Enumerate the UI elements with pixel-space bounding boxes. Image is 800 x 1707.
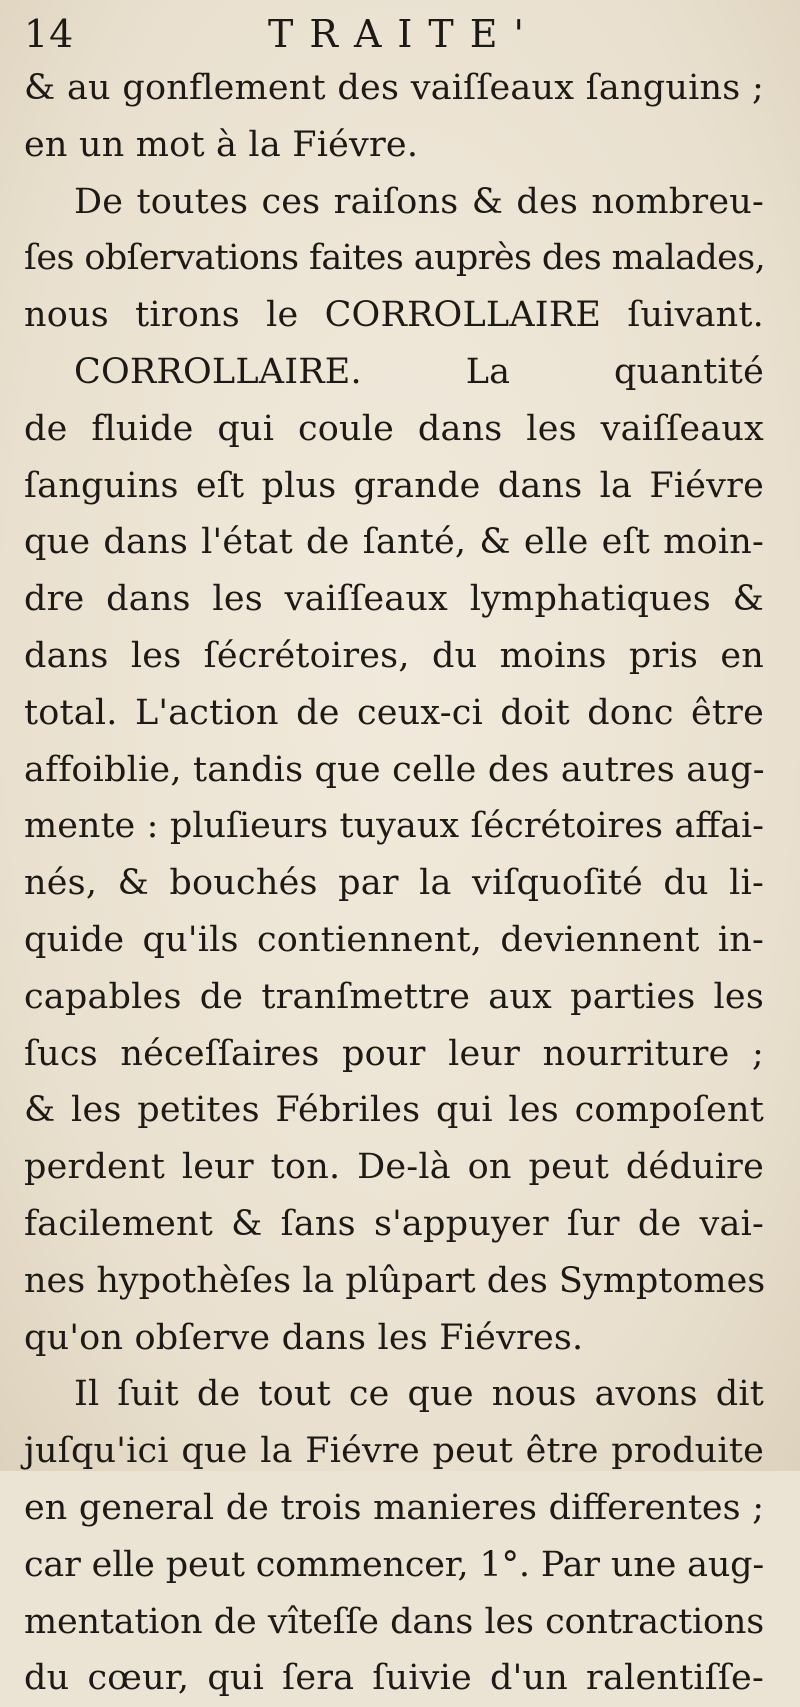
text-line: en un mot à la Fiévre.	[24, 124, 419, 165]
text-line: nés, & bouchés par la viſquoſité du li-	[24, 863, 764, 904]
text-line: mente : pluſieurs tuyaux ſécrétoires affai-	[24, 806, 764, 847]
text-line: nous tirons le CORROLLAIRE ſuivant.	[24, 295, 764, 336]
text-line: dre dans les vaiſſeaux lymphatiques &	[24, 579, 764, 620]
text-line: mentation de vîteſſe dans les contractions	[24, 1601, 764, 1642]
text-line: en general de trois manieres differentes ;	[24, 1487, 764, 1528]
text-line: affoiblie, tandis que celle des autres aug-	[24, 749, 765, 790]
running-title: TRAITE'	[268, 12, 540, 56]
text-line: CORROLLAIRE. La quantité	[74, 351, 764, 392]
running-head	[0, 8, 800, 58]
text-line: ſes obſervations faites auprès des malades,	[24, 238, 766, 279]
text-line: ſanguins eſt plus grande dans la Fiévre	[24, 465, 764, 506]
text-line: car elle peut commencer, 1°. Par une aug-	[24, 1544, 764, 1585]
text-line: ſucs néceſſaires pour leur nourriture ;	[24, 1033, 764, 1074]
text-line: juſqu'ici que la Fiévre peut être produite	[24, 1431, 764, 1472]
text-line: nes hypothèſes la plûpart des Symptomes	[24, 1260, 766, 1301]
text-line: & les petites Fébriles qui les compoſent	[24, 1090, 764, 1131]
text-line: du cœur, qui ſera ſuivie d'un ralentiſſe-	[24, 1658, 764, 1699]
text-line: qu'on obſerve dans les Fiévres.	[24, 1317, 584, 1358]
text-line: dans les ſécrétoires, du moins pris en	[24, 635, 764, 676]
text-line: & au gonflement des vaiſſeaux ſanguins ;	[24, 68, 764, 108]
page-number: 14	[24, 12, 75, 56]
text-line: capables de tranſmettre aux parties les	[24, 976, 764, 1017]
text-line: que dans l'état de ſanté, & elle eſt moin-	[24, 522, 764, 563]
body-text	[24, 60, 764, 1707]
text-line: total. L'action de ceux-ci doit donc être	[24, 692, 764, 733]
text-line: de fluide qui coule dans les vaiſſeaux	[24, 408, 764, 449]
text-line: facilement & ſans s'appuyer ſur de vai-	[24, 1203, 764, 1244]
text-line: De toutes ces raiſons & des nombreu-	[74, 181, 764, 222]
text-line: Il ſuit de tout ce que nous avons dit	[74, 1374, 764, 1415]
text-line: quide qu'ils contiennent, deviennent in-	[24, 919, 764, 960]
text-line: perdent leur ton. De-là on peut déduire	[24, 1147, 764, 1188]
